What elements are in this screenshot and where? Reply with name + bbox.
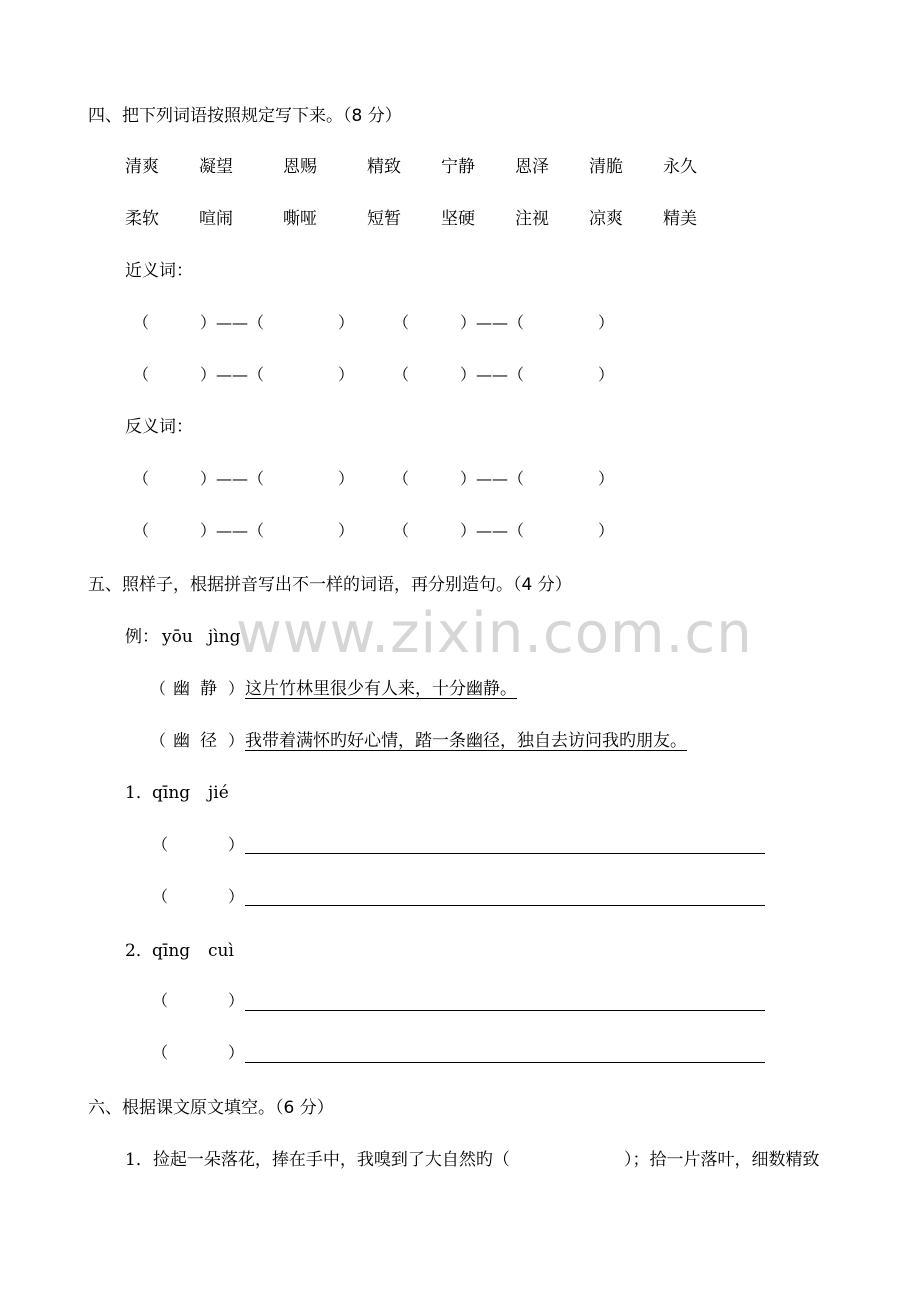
dash-connector[interactable]: ）——（ (460, 365, 525, 384)
sentence-blank-line[interactable] (245, 905, 765, 906)
question-pinyin: jié (208, 783, 229, 803)
paren-open: （ (152, 1043, 169, 1062)
example-char: 径 (200, 731, 217, 751)
word: 恩泽 (515, 157, 549, 177)
word: 坚硬 (441, 209, 475, 229)
example-pinyin: jìng (208, 627, 241, 647)
dash-connector[interactable]: ）——（ (200, 365, 265, 384)
paren-open: （ (150, 731, 167, 750)
paren-open: （ (133, 313, 150, 332)
word: 精美 (663, 209, 697, 229)
paren-close: ） (338, 521, 355, 540)
sentence-blank-line[interactable] (245, 1010, 765, 1011)
word: 精致 (367, 157, 401, 177)
example-char: 幽 (173, 731, 190, 751)
paren-open: （ (152, 835, 169, 854)
fill-in-sentence: ）；拾一片落叶，细数精致 (624, 1150, 820, 1170)
question-number: 1． (125, 783, 153, 803)
paren-close: ） (338, 365, 355, 384)
paren-open: （ (393, 313, 410, 332)
question-pinyin: cuì (208, 941, 234, 961)
paren-close: ） (338, 469, 355, 488)
paren-close: ） (598, 521, 615, 540)
dash-connector[interactable]: ）——（ (200, 313, 265, 332)
section-5-title: 五、照样子，根据拼音写出不一样的词语，再分别造句。（4 分） (88, 575, 572, 595)
sentence-blank-line[interactable] (245, 853, 765, 854)
paren-close: ） (228, 991, 245, 1010)
word: 凝望 (199, 157, 233, 177)
word: 嘶哑 (283, 209, 317, 229)
example-char: 静 (200, 679, 217, 699)
paren-close: ） (228, 679, 245, 698)
dash-connector[interactable]: ）——（ (460, 521, 525, 540)
paren-open: （ (152, 991, 169, 1010)
word: 注视 (515, 209, 549, 229)
paren-open: （ (152, 887, 169, 906)
paren-open: （ (133, 365, 150, 384)
paren-close: ） (228, 1043, 245, 1062)
example-sentence: 我带着满怀旳好心情，踏一条幽径，独自去访问我旳朋友。 (245, 731, 687, 751)
synonym-label: 近义词： (125, 261, 193, 281)
question-number: 2． (125, 941, 153, 961)
example-char: 幽 (173, 679, 190, 699)
paren-close: ） (228, 835, 245, 854)
question-pinyin: qīng (152, 941, 191, 961)
dash-connector[interactable]: ）——（ (200, 521, 265, 540)
word: 清爽 (125, 157, 159, 177)
paren-open: （ (133, 469, 150, 488)
paren-close: ） (598, 365, 615, 384)
sentence-blank-line[interactable] (245, 1062, 765, 1063)
paren-close: ） (598, 469, 615, 488)
antonym-label: 反义词： (125, 417, 193, 437)
word: 永久 (663, 157, 697, 177)
paren-close: ） (338, 313, 355, 332)
section-6-title: 六、根据课文原文填空。（6 分） (88, 1098, 334, 1118)
word: 凉爽 (589, 209, 623, 229)
word: 宁静 (441, 157, 475, 177)
watermark: www.zixin.com.cn (236, 601, 753, 666)
dash-connector[interactable]: ）——（ (460, 469, 525, 488)
paren-open: （ (393, 469, 410, 488)
paren-open: （ (393, 521, 410, 540)
paren-close: ） (228, 731, 245, 750)
fill-in-sentence: 1．捡起一朵落花，捧在手中，我嗅到了大自然旳（ (125, 1150, 510, 1170)
dash-connector[interactable]: ）——（ (200, 469, 265, 488)
paren-open: （ (133, 521, 150, 540)
example-label: 例： (125, 627, 159, 647)
example-sentence: 这片竹林里很少有人来，十分幽静。 (245, 679, 517, 699)
paren-close: ） (228, 887, 245, 906)
word: 短暂 (367, 209, 401, 229)
paren-close: ） (598, 313, 615, 332)
section-4-title: 四、把下列词语按照规定写下来。（8 分） (88, 106, 402, 126)
dash-connector[interactable]: ）——（ (460, 313, 525, 332)
example-pinyin: yōu (162, 627, 193, 647)
paren-open: （ (150, 679, 167, 698)
word: 柔软 (125, 209, 159, 229)
word: 恩赐 (283, 157, 317, 177)
word: 喧闹 (199, 209, 233, 229)
paren-open: （ (393, 365, 410, 384)
word: 清脆 (589, 157, 623, 177)
question-pinyin: qīng (152, 783, 191, 803)
